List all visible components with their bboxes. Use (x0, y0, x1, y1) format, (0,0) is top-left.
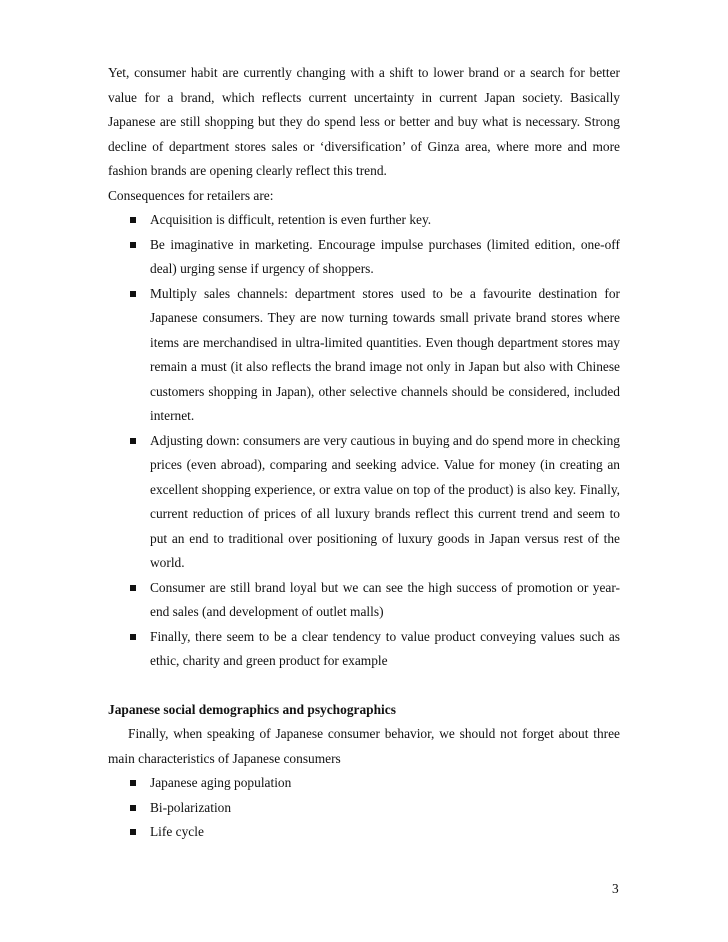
square-bullet-icon (130, 438, 136, 444)
list-item-text: Multiply sales channels: department stores used to be a favourite destination for Japanese consumers. They are now turning towards small private brand stores where items are merchandised in ultra-limited quantities. Even though department stores may remain a must (it also reflects the brand image not only in Japan but also with Chinese customers shopping in Japan), other selective channels should be considered, included internet. (150, 285, 620, 423)
list-item-text: Be imaginative in marketing. Encourage impulse purchases (limited edition, one-off deal) urging sense if urgency of shoppers. (150, 236, 620, 276)
square-bullet-icon (130, 634, 136, 640)
document-page (108, 61, 620, 845)
list-item-text: Life cycle (150, 824, 204, 839)
square-bullet-icon (130, 829, 136, 835)
square-bullet-icon (130, 805, 136, 811)
list-item-text: Acquisition is difficult, retention is even further key. (150, 212, 432, 227)
list-item (108, 233, 620, 282)
list-item (108, 796, 620, 821)
list-item (108, 282, 620, 429)
list-item-text: Consumer are still brand loyal but we can see the high success of promotion or year-end sales (and development of outlet malls) (150, 579, 620, 619)
list-item (108, 576, 620, 625)
list-item (108, 625, 620, 674)
list-item (108, 208, 620, 233)
list-item-text: Finally, there seem to be a clear tendency to value product conveying values such as ethic, charity and green product for example (150, 628, 620, 668)
square-bullet-icon (130, 291, 136, 297)
list-item-text: Bi-polarization (150, 799, 232, 815)
consequences-list (108, 208, 620, 674)
section-paragraph: Finally, when speaking of Japanese consumer behavior, we should not forget about three main characteristics of Japanese consumers (108, 726, 620, 766)
characteristics-list (108, 771, 620, 845)
square-bullet-icon (130, 780, 136, 786)
list-item (108, 820, 620, 845)
list-item-text: Adjusting down: consumers are very cautious in buying and do spend more in checking prices (even abroad), comparing and seeking advice. Value for money (in creating an excellent shopping experience, or extra value on top of the product) is also key. Finally, current reduction of prices of all luxury brands reflect this current trend and seem to put an end to traditional over positioning of luxury goods in Japan versus rest of the world. (150, 432, 620, 570)
list-item (108, 771, 620, 796)
square-bullet-icon (130, 217, 136, 223)
section-heading: Japanese social demographics and psychographics (108, 701, 396, 717)
list-item (108, 429, 620, 576)
list-item-text: Japanese aging population (150, 775, 292, 790)
square-bullet-icon (130, 585, 136, 591)
consequences-label: Consequences for retailers are: (108, 187, 274, 203)
intro-paragraph: Yet, consumer habit are currently changing with a shift to lower brand or a search for better value for a brand, which reflects current uncertainty in current Japan society. Basically Japanese are still shopping but they do spend less or better and buy what is necessary. Strong decline of department stores sales or ‘diversification’ of Ginza area, where more and more fashion brands are opening clearly reflect this trend. (108, 65, 620, 178)
page-number: 3 (612, 881, 619, 896)
square-bullet-icon (130, 242, 136, 248)
